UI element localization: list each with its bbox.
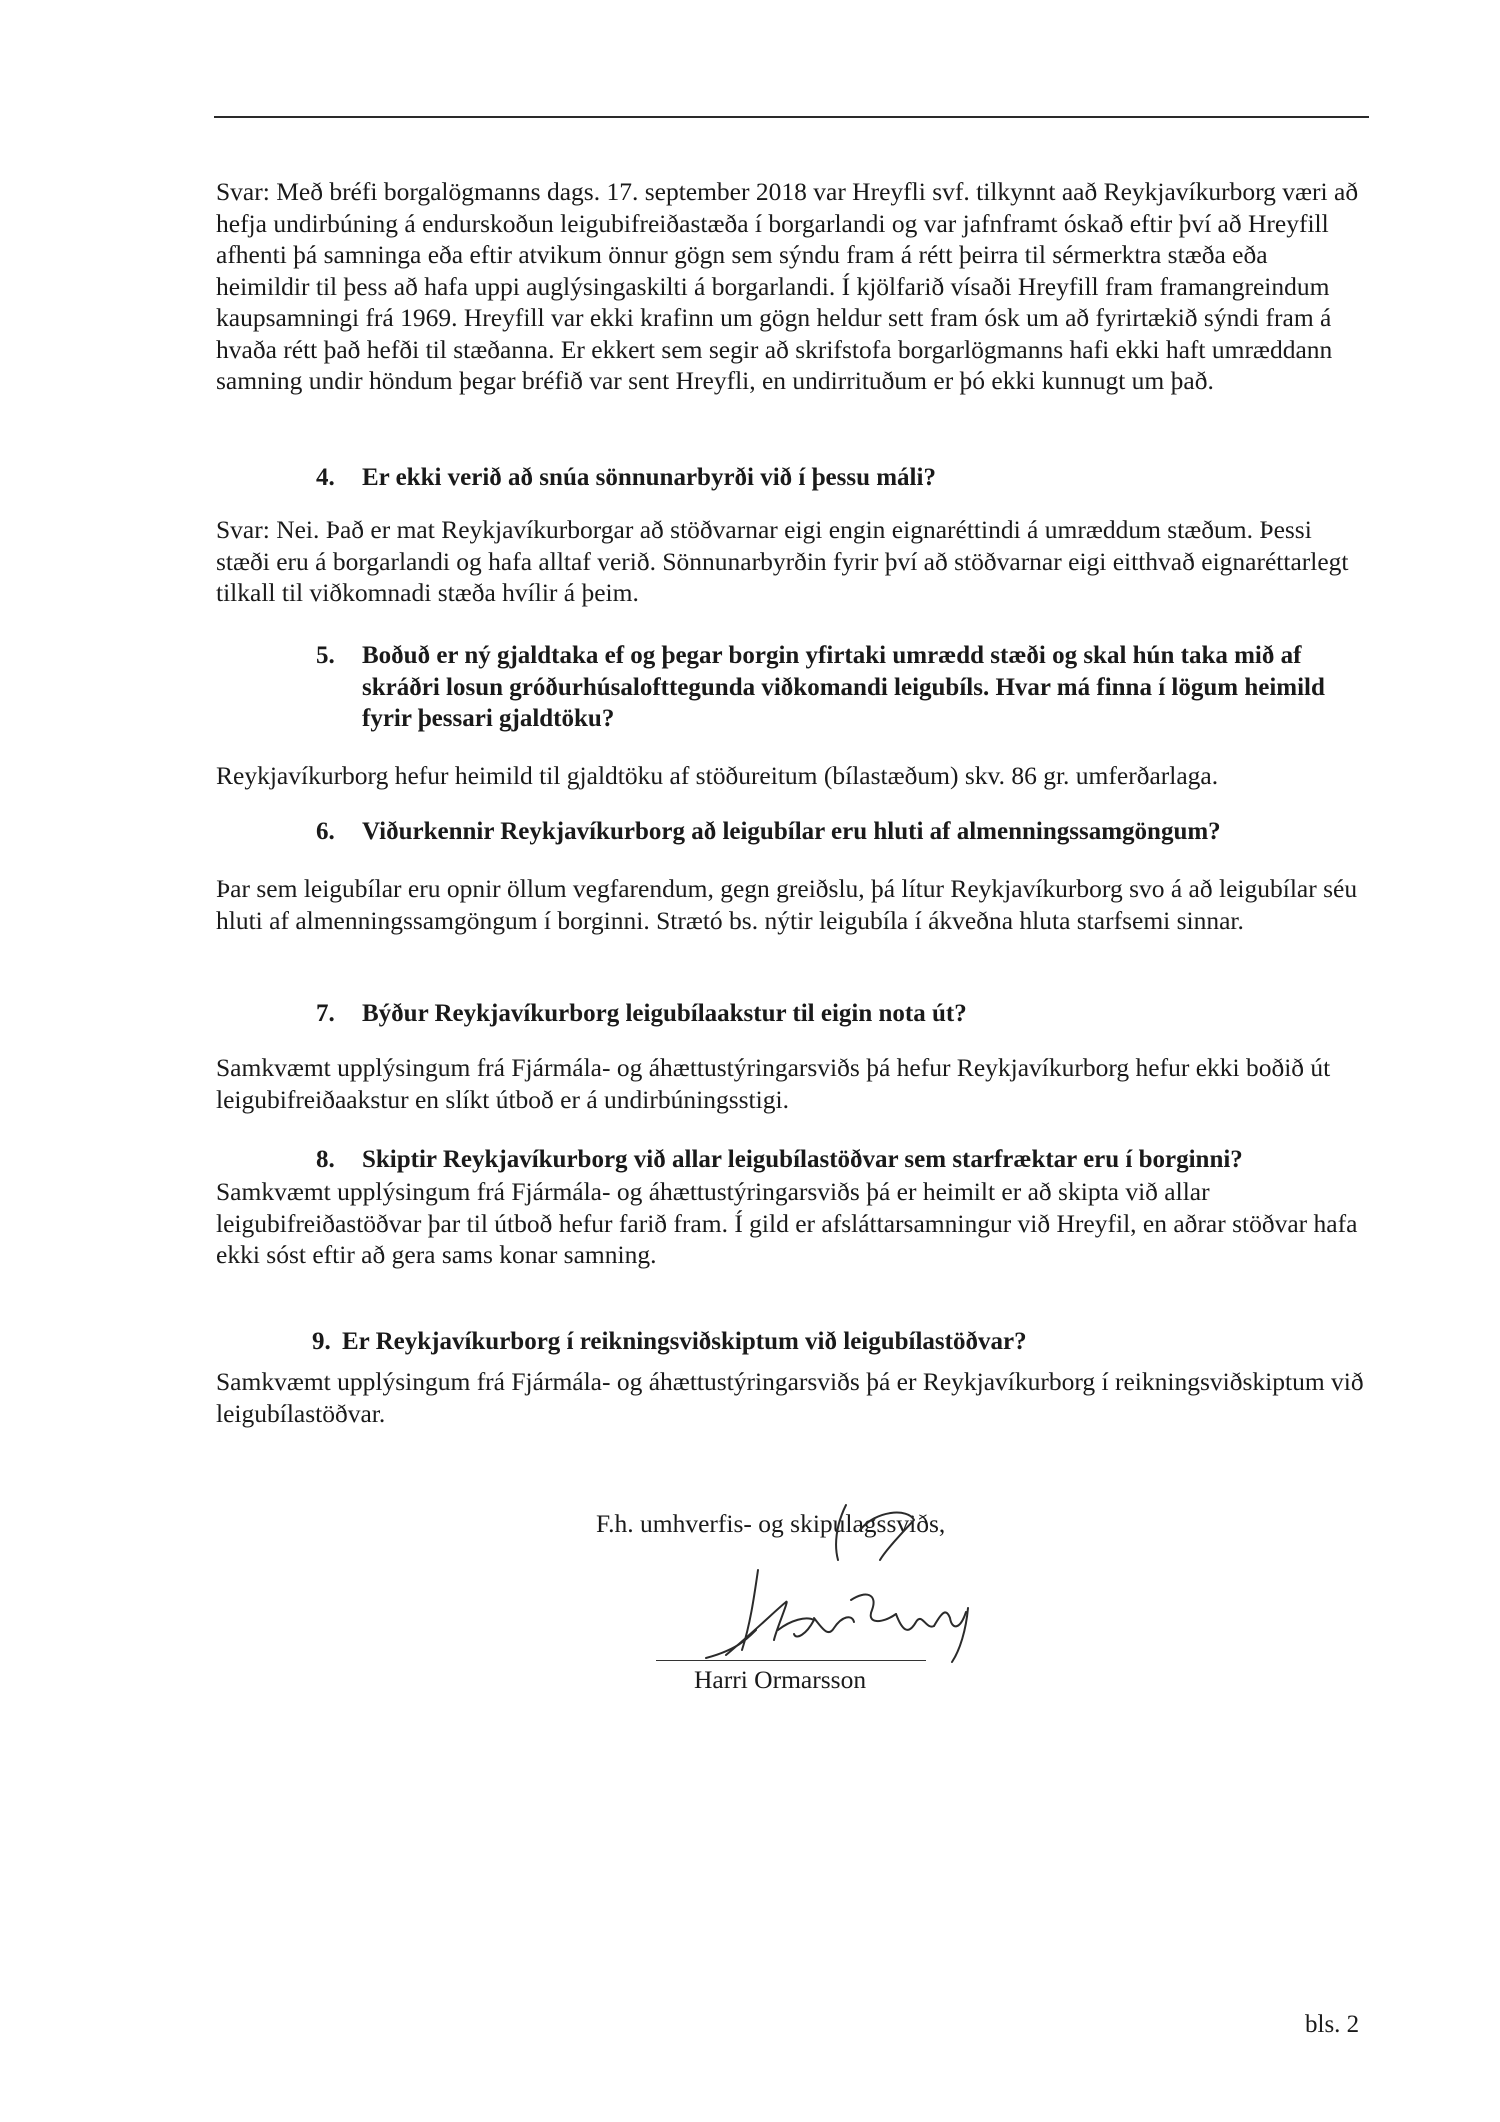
question-9 [312, 1326, 1372, 1358]
answer-paragraph-5: Reykjavíkurborg hefur heimild til gjaldtöku af stöðureitum (bílastæðum) skv. 86 gr. umferðarlaga. [216, 761, 1219, 790]
answer-paragraph-4: Svar: Nei. Það er mat Reykjavíkurborgar að stöðvarnar eigi engin eignaréttindi á umræddum stæðum. Þessi stæði eru á borgarlandi og hafa alltaf verið. Sönnunarbyrðin fyrir því að stöðvarnar eigi eitthvað eignaréttarlegt tilkall til viðkomnadi stæða hvílir á þeim. [216, 515, 1349, 607]
answer-paragraph-8: Samkvæmt upplýsingum frá Fjármála- og áhættustýringarsviðs þá er heimilt er að skipta við allar leigubifreiðastöðvar þar til útboð hefur farið fram. Í gild er afsláttarsamningur við Hreyfil, en aðrar stöðvar hafa ekki sóst eftir að gera sams konar samning. [216, 1177, 1358, 1269]
question-number: 4. [316, 464, 335, 491]
signature-line [656, 1660, 926, 1661]
question-4 [316, 462, 1316, 494]
question-text: Er Reykjavíkurborg í reikningsviðskiptum við leigubílastöðvar? [342, 1328, 1027, 1355]
question-number: 8. [316, 1146, 335, 1173]
question-number: 9. [312, 1328, 331, 1355]
question-7 [316, 998, 1316, 1030]
question-number: 6. [316, 818, 335, 845]
header-rule [214, 116, 1369, 118]
question-6 [316, 816, 1376, 848]
signature-on-behalf-of: F.h. umhverfis- og skipulagssviðs, [596, 1509, 946, 1538]
question-text: Viðurkennir Reykjavíkurborg að leigubílar eru hluti af almenningssamgöngum? [362, 818, 1221, 845]
question-number: 5. [316, 642, 335, 669]
answer-paragraph-6: Þar sem leigubílar eru opnir öllum vegfarendum, gegn greiðslu, þá lítur Reykjavíkurborg svo á að leigubílar séu hluti af almenningssamgöngum í borginni. Strætó bs. nýtir leigubíla í ákveðna hluta starfsemi sinnar. [216, 874, 1358, 935]
page-number: bls. 2 [1305, 2011, 1360, 2038]
answer-paragraph-7: Samkvæmt upplýsingum frá Fjármála- og áhættustýringarsviðs þá hefur Reykjavíkurborg hefur ekki boðið út leigubifreiðaakstur en slíkt útboð er á undirbúningsstigi. [216, 1053, 1331, 1114]
signatory-name: Harri Ormarsson [694, 1665, 867, 1694]
question-number: 7. [316, 1000, 335, 1027]
question-5 [316, 640, 1341, 735]
question-text: Boðuð er ný gjaldtaka ef og þegar borgin yfirtaki umrædd stæði og skal hún taka mið af skráðri losun gróðurhúsalofttegunda viðkomandi leigubíls. Hvar má finna í lögum heimild fyrir þessari gjaldtöku? [362, 642, 1325, 732]
question-text: Er ekki verið að snúa sönnunarbyrði við í þessu máli? [362, 464, 936, 491]
question-8 [316, 1144, 1376, 1176]
answer-paragraph-3: Svar: Með bréfi borgalögmanns dags. 17. september 2018 var Hreyfli svf. tilkynnt aað Reykjavíkurborg væri að hefja undirbúning á endurskoðun leigubifreiðastæða í borgarlandi og var jafnframt óskað eftir því að Hreyfill afhenti þá samninga eða eftir atvikum önnur gögn sem sýndu fram á rétt þeirra til sérmerktra stæða eða heimildir til þess að hafa uppi auglýsingaskilti á borgarlandi. Í kjölfarið vísaði Hreyfill fram framangreindum kaupsamningi frá 1969. Hreyfill var ekki krafinn um gögn heldur sett fram ósk um að fyrirtækið sýndi fram á hvaða rétt það hefði til stæðanna. Er ekkert sem segir að skrifstofa borgarlögmanns hafi ekki haft umræddann samning undir höndum þegar bréfið var sent Hreyfli, en undirrituðum er þó ekki kunnugt um það. [216, 177, 1359, 395]
question-text: Býður Reykjavíkurborg leigubílaakstur til eigin nota út? [362, 1000, 967, 1027]
answer-paragraph-9: Samkvæmt upplýsingum frá Fjármála- og áhættustýringarsviðs þá er Reykjavíkurborg í reikningsviðskiptum við leigubílastöðvar. [216, 1367, 1364, 1428]
signature-block [596, 1508, 1016, 1708]
question-text: Skiptir Reykjavíkurborg við allar leigubílastöðvar sem starfræktar eru í borginni? [362, 1146, 1243, 1173]
